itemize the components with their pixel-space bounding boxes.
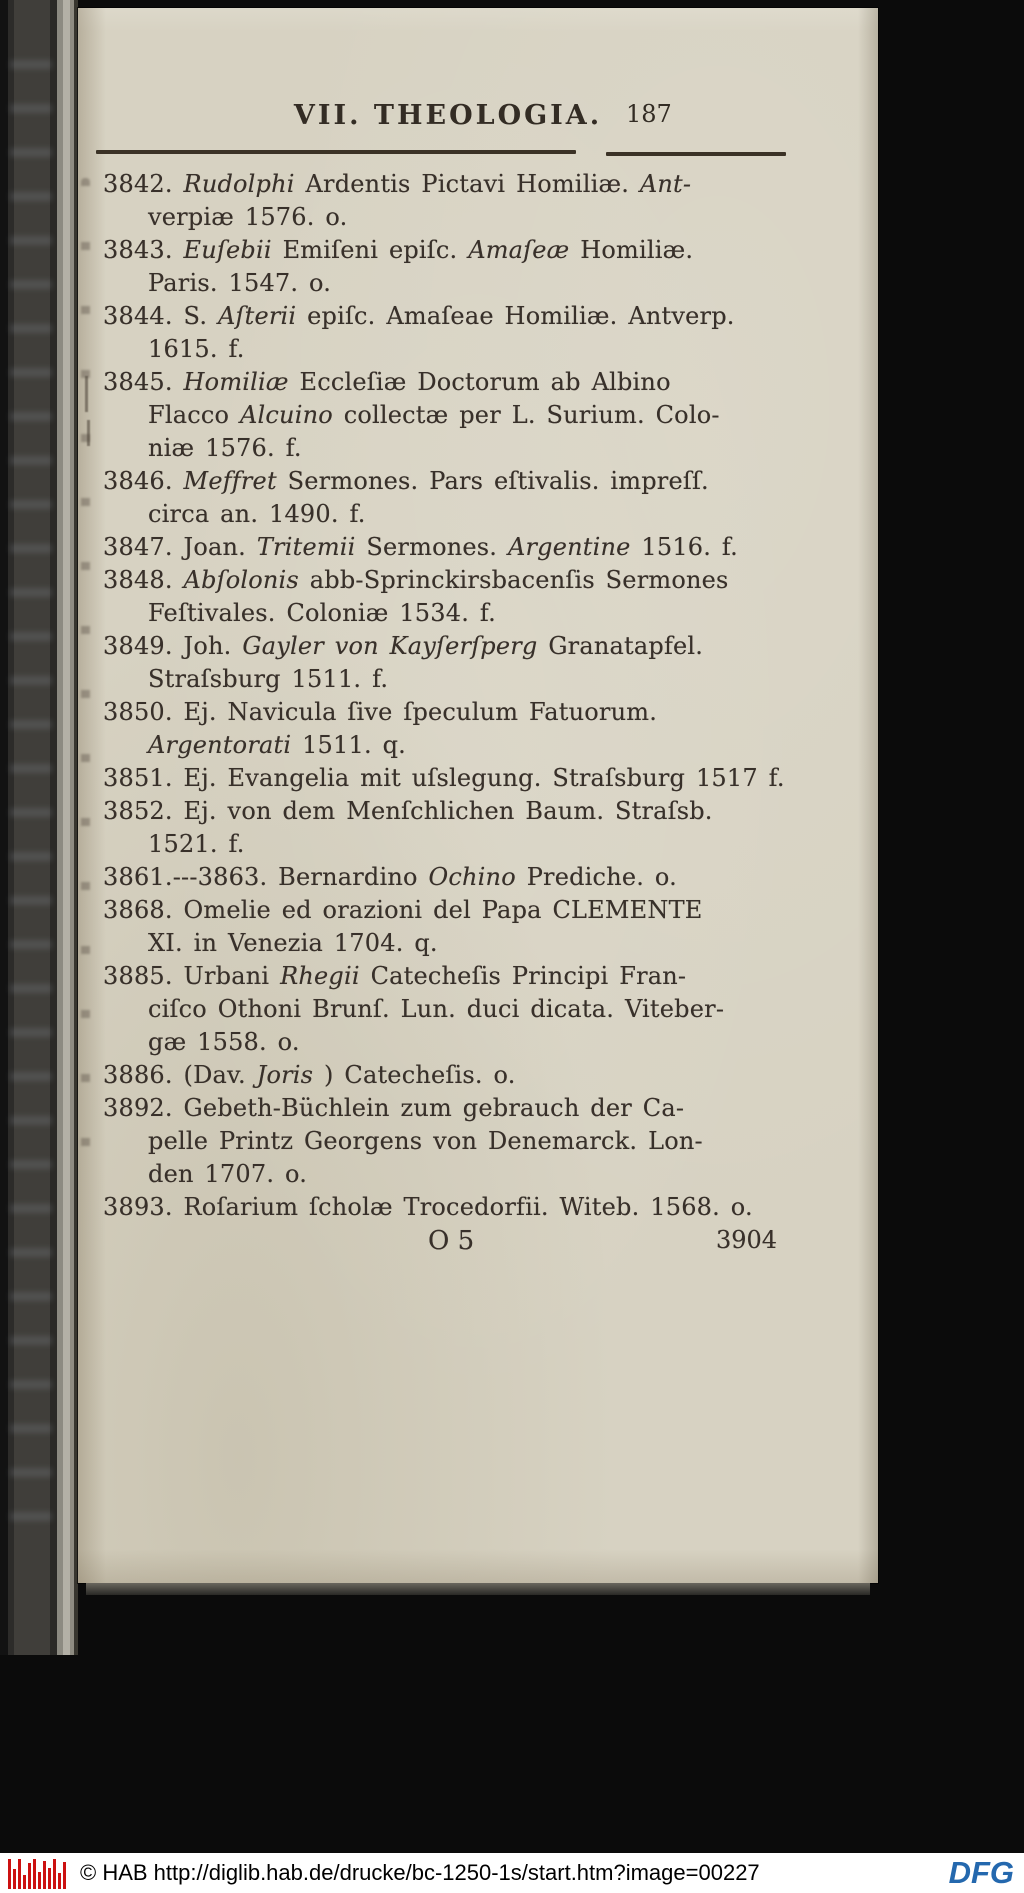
entry-text: 3843. — [103, 236, 184, 264]
entry-line — [103, 366, 808, 399]
gutter-ink-mark — [85, 376, 88, 412]
catalog-entry — [103, 696, 808, 762]
entry-text: epiſc. Amaſeae Homiliæ. Antverp. — [307, 302, 735, 330]
entry-text-italic: Gayler von Kayſerſperg — [242, 632, 549, 660]
entry-text: Emiſeni epiſc. — [282, 236, 469, 264]
entry-line — [103, 894, 808, 927]
entry-text-italic: Argentine — [507, 533, 642, 561]
catalog-entry — [103, 300, 808, 366]
rule-left-segment — [96, 150, 576, 154]
signature-row — [78, 1226, 878, 1266]
entry-line — [103, 960, 808, 993]
entry-text: Eccleſiæ Doctorum ab Albino — [299, 368, 671, 396]
catalog-entries — [78, 168, 878, 1224]
catalog-entry — [103, 795, 808, 861]
entry-text: Ardentis Pictavi Homiliæ. — [305, 170, 640, 198]
entry-line — [148, 267, 808, 300]
entry-text: pelle Printz Georgens von Denemarck. Lon- — [148, 1127, 703, 1155]
entry-text: 1521. f. — [148, 830, 245, 858]
entry-text: Straſsburg 1511. f. — [148, 665, 389, 693]
entry-text: Granatapfel. — [548, 632, 704, 660]
entry-text: Paris. 1547. o. — [148, 269, 332, 297]
entry-text: collectæ per L. Surium. Colo- — [343, 401, 720, 429]
entry-line — [103, 795, 808, 828]
entry-text: 3868. Omelie ed orazioni del Papa CLEMENTE — [103, 896, 703, 924]
entry-text-italic: Tritemii — [256, 533, 367, 561]
page-bottom-edge — [86, 1583, 870, 1595]
catalog-entry — [103, 564, 808, 630]
entry-text: 1516. f. — [641, 533, 738, 561]
entry-text-italic: Abſolonis — [183, 566, 310, 594]
entry-text: den 1707. o. — [148, 1160, 308, 1188]
entry-text: 1615. f. — [148, 335, 245, 363]
entry-line — [103, 630, 808, 663]
entry-text: Homiliæ. — [580, 236, 694, 264]
entry-text: 1511. q. — [302, 731, 406, 759]
catalog-entry — [103, 960, 808, 1059]
entry-line — [103, 465, 808, 498]
entry-line — [148, 201, 808, 234]
rule-right-segment — [606, 152, 786, 156]
catalog-entry — [103, 1191, 808, 1224]
catalog-entry — [103, 168, 808, 234]
entry-text: 3892. Gebeth-Büchlein zum gebrauch der Ca- — [103, 1094, 685, 1122]
catalog-entry — [103, 531, 808, 564]
entry-line — [103, 1059, 808, 1092]
catalog-entry — [103, 630, 808, 696]
entry-text-italic: Joris — [256, 1061, 314, 1089]
entry-text: 3842. — [103, 170, 184, 198]
entry-line — [148, 993, 808, 1026]
entry-text: Prediche. o. — [526, 863, 677, 891]
catalog-entry — [103, 762, 808, 795]
entry-text-italic: Ant- — [639, 170, 692, 198]
dfg-logo: DFG — [948, 1855, 1014, 1890]
entry-text: Sermones. Pars eſtivalis. impreſſ. — [287, 467, 709, 495]
catalog-entry — [103, 1059, 808, 1092]
entry-text: gæ 1558. o. — [148, 1028, 300, 1056]
page-header — [78, 100, 878, 140]
entry-text: 3845. — [103, 368, 184, 396]
entry-text: 3861.---3863. Bernardino — [103, 863, 429, 891]
entry-text: circa an. 1490. f. — [148, 500, 366, 528]
entry-line — [103, 1191, 808, 1224]
entry-line — [148, 1125, 808, 1158]
hab-barcode-icon — [8, 1857, 66, 1889]
catalog-entry — [103, 366, 808, 465]
entry-text-italic: Alcuino — [240, 401, 344, 429]
entry-text: 3851. Ej. Evangelia mit uſslegung. Straſsburg 1517 f. — [103, 764, 785, 792]
entry-line — [148, 663, 808, 696]
entry-text: 3885. Urbani — [103, 962, 281, 990]
entry-text: 3852. Ej. von dem Menſchlichen Baum. Straſsb. — [103, 797, 713, 825]
entry-text-italic: Argentorati — [148, 731, 303, 759]
entry-line — [148, 597, 808, 630]
show-through-smudges — [10, 60, 52, 1540]
entry-text: Catecheſis Principi Fran- — [370, 962, 687, 990]
header-rule — [96, 150, 878, 160]
entry-line — [148, 432, 808, 465]
entry-line — [148, 1158, 808, 1191]
entry-text: 3848. — [103, 566, 184, 594]
entry-text-italic: Aſterii — [217, 302, 308, 330]
catalog-entry — [103, 861, 808, 894]
entry-text: niæ 1576. f. — [148, 434, 302, 462]
entry-text: ) Catecheſis. o. — [313, 1061, 516, 1089]
entry-text: 3846. — [103, 467, 184, 495]
entry-line — [103, 762, 808, 795]
entry-text-italic: Ochino — [428, 863, 527, 891]
signature-mark: O 5 — [428, 1226, 475, 1256]
entry-text-italic: Euſebii — [183, 236, 283, 264]
catalog-entry — [103, 894, 808, 960]
entry-text: verpiæ 1576. o. — [148, 203, 348, 231]
entry-text: Feſtivales. Coloniæ 1534. f. — [148, 599, 496, 627]
entry-line — [103, 234, 808, 267]
entry-text: XI. in Venezia 1704. q. — [148, 929, 438, 957]
entry-text: Sermones. — [366, 533, 508, 561]
entry-line — [103, 861, 808, 894]
entry-text-italic: Rhegii — [280, 962, 371, 990]
entry-line — [103, 168, 808, 201]
gutter-ink-mark — [87, 420, 90, 446]
entry-line — [148, 927, 808, 960]
entry-line — [148, 498, 808, 531]
entry-text: 3847. Joan. — [103, 533, 257, 561]
gutter-bleed-marks — [81, 178, 90, 1188]
catalog-entry — [103, 1092, 808, 1191]
entry-line — [103, 1092, 808, 1125]
catalog-entry — [103, 465, 808, 531]
entry-line — [103, 564, 808, 597]
entry-text-italic: Amaſeæ — [468, 236, 581, 264]
copyright-url-text: © HAB http://diglib.hab.de/drucke/bc-1250-1s/start.htm?image=00227 — [80, 1860, 760, 1885]
book-page — [78, 8, 878, 1583]
entry-text: 3849. Joh. — [103, 632, 243, 660]
page-number: 187 — [626, 100, 672, 128]
entry-line — [103, 696, 808, 729]
entry-text-italic: Homiliæ — [183, 368, 300, 396]
footer-bar — [0, 1853, 1024, 1893]
entry-text: Flacco — [148, 401, 240, 429]
entry-line — [148, 399, 808, 432]
entry-text: 3844. S. — [103, 302, 218, 330]
entry-text-italic: Rudolphi — [183, 170, 306, 198]
catalog-entry — [103, 234, 808, 300]
entry-text: abb-Sprinckirsbacenſis Sermones — [309, 566, 729, 594]
catchword: 3904 — [716, 1226, 778, 1254]
entry-line — [148, 333, 808, 366]
entry-text: 3850. Ej. Navicula ſive ſpeculum Fatuorum. — [103, 698, 658, 726]
entry-line — [148, 729, 808, 762]
adjacent-page-edge — [0, 0, 78, 1655]
chapter-title: VII. THEOLOGIA. — [293, 100, 603, 131]
entry-text: 3893. Roſarium ſcholæ Trocedorfii. Witeb. 1568. o. — [103, 1193, 753, 1221]
entry-line — [103, 300, 808, 333]
entry-text: ciſco Othoni Brunſ. Lun. duci dicata. Viteber- — [148, 995, 725, 1023]
entry-text: 3886. (Dav. — [103, 1061, 257, 1089]
entry-line — [148, 828, 808, 861]
entry-line — [103, 531, 808, 564]
entry-line — [148, 1026, 808, 1059]
entry-text-italic: Meffret — [183, 467, 288, 495]
